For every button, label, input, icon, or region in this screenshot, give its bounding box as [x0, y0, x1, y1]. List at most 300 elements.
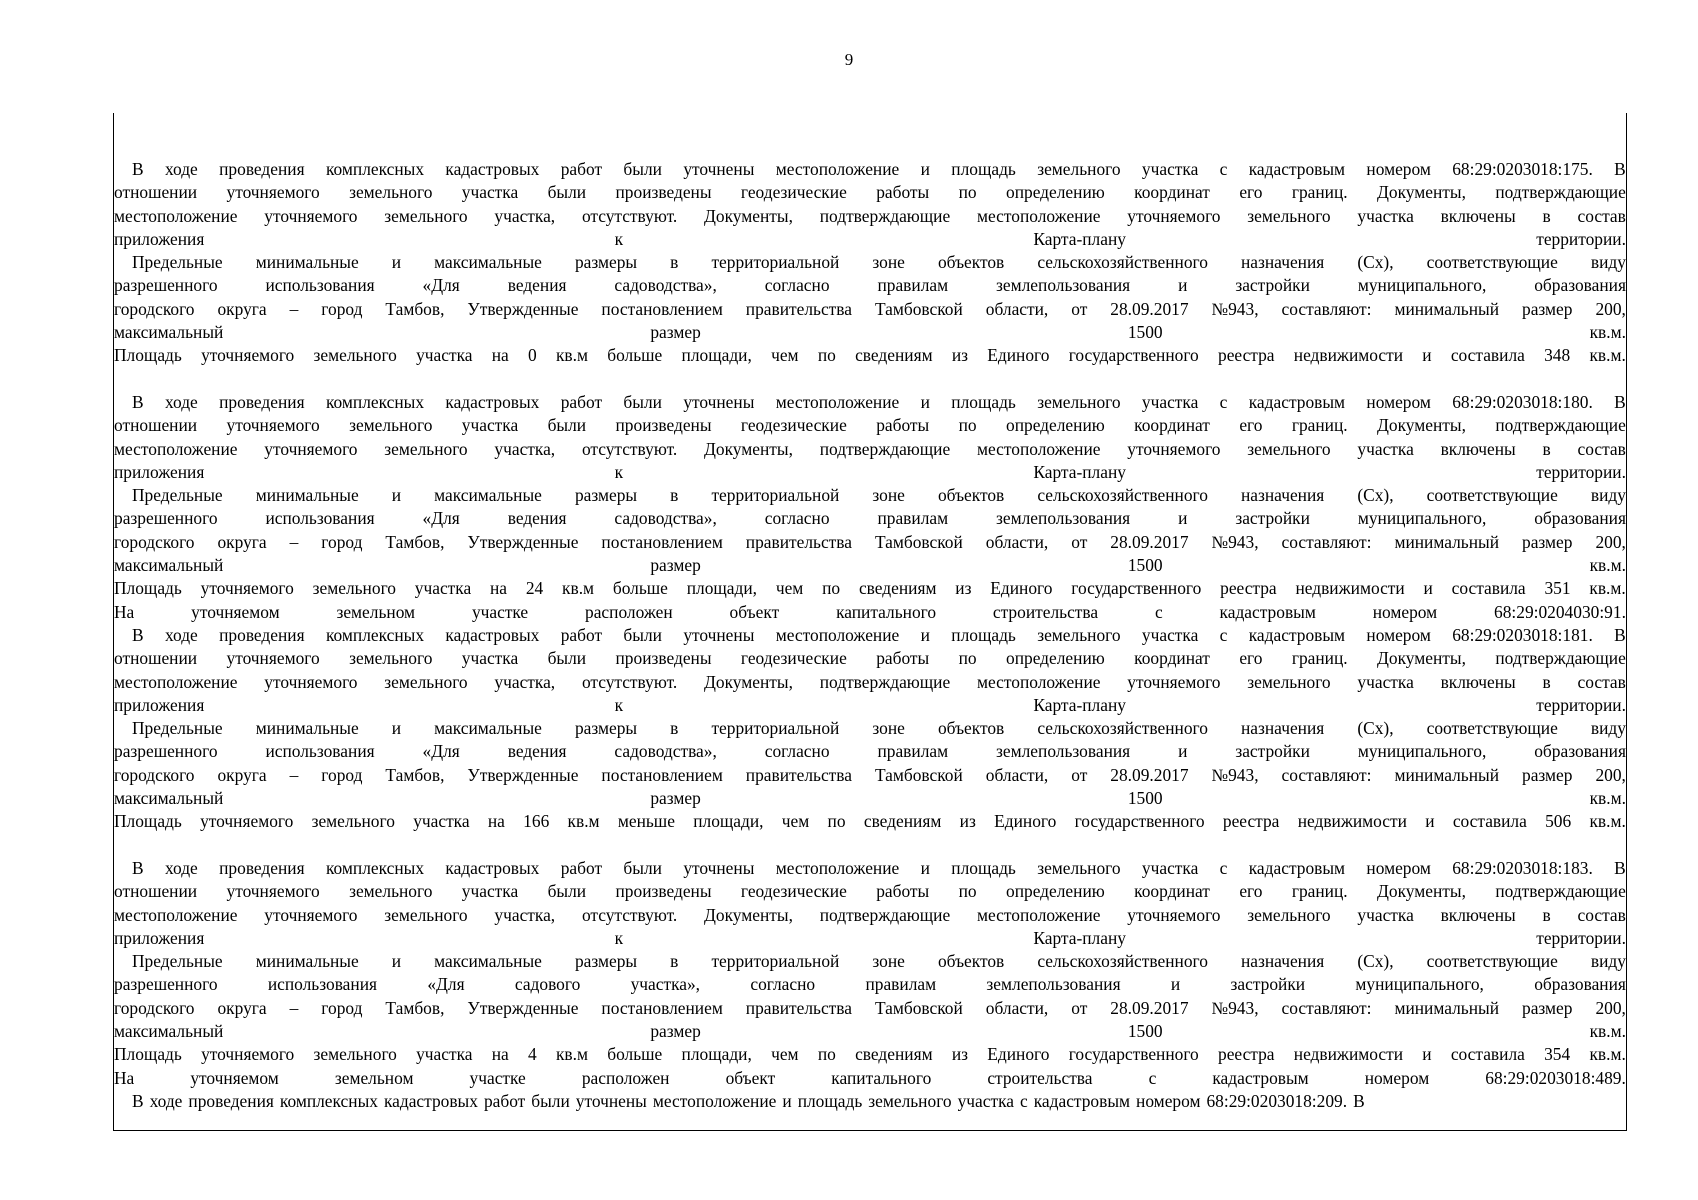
word: с — [1154, 601, 1163, 622]
word: расположен — [581, 1067, 670, 1088]
word: в — [1542, 671, 1551, 692]
word: 1500 — [1127, 788, 1163, 809]
word: номером — [1366, 391, 1431, 412]
word: ходе — [164, 391, 198, 412]
word: На — [114, 601, 135, 622]
word: правилам — [877, 275, 949, 296]
word: садоводства», — [614, 508, 717, 529]
word: в — [1542, 438, 1551, 459]
word: максимальные — [434, 485, 542, 506]
word: земельного — [349, 881, 433, 902]
word: Площадь — [114, 811, 182, 832]
word: №943, — [1211, 764, 1259, 785]
word: недвижимости — [1297, 811, 1407, 832]
word: образования — [1534, 741, 1626, 762]
word: определению — [1006, 415, 1105, 436]
text-line — [114, 414, 1626, 437]
word: правилам — [865, 974, 937, 995]
word: работы — [876, 881, 930, 902]
word: подтверждающие — [1495, 648, 1626, 669]
word: области, — [985, 531, 1049, 552]
word: размер — [1522, 997, 1573, 1018]
word: земельного — [1247, 904, 1331, 925]
word: Тамбовской — [874, 764, 963, 785]
word: государственного — [1068, 345, 1199, 366]
word: размеры — [574, 485, 638, 506]
text-line — [114, 438, 1626, 461]
text-line — [114, 1020, 1626, 1043]
text-line — [114, 205, 1626, 228]
word: кв.м. — [1589, 555, 1626, 576]
text-line — [114, 344, 1626, 367]
word: городского — [114, 764, 195, 785]
word: постановлением — [601, 997, 723, 1018]
word: уточнены — [575, 1090, 647, 1111]
word: земельного — [313, 1044, 397, 1065]
word: его — [1239, 881, 1263, 902]
word: от — [1071, 764, 1088, 785]
word: территориальной — [711, 951, 840, 972]
word: кв.м — [555, 1044, 588, 1065]
word: границ. — [1291, 415, 1348, 436]
word: муниципального, — [1357, 275, 1487, 296]
word: правительства — [745, 997, 852, 1018]
word: участка — [1141, 624, 1199, 645]
word: составляют: — [1281, 531, 1372, 552]
word: 68:29:0204030:91. — [1494, 601, 1626, 622]
word: согласно — [764, 741, 830, 762]
word: назначения — [1240, 718, 1325, 739]
text-line — [114, 1067, 1626, 1090]
paragraph-spacer — [114, 834, 1626, 857]
word: местоположение — [775, 857, 900, 878]
word: 200, — [1595, 764, 1626, 785]
word: использования — [267, 974, 378, 995]
word: разрешенного — [114, 508, 218, 529]
text-line — [114, 810, 1626, 833]
word: кадастровым — [1248, 159, 1346, 179]
word: участка — [1141, 159, 1199, 179]
word: из — [959, 811, 976, 832]
word: комплексных — [279, 1090, 378, 1111]
text-line — [114, 671, 1626, 694]
word: в — [670, 485, 679, 506]
word: номером — [1366, 857, 1431, 878]
word: минимальные — [255, 485, 359, 506]
word: «Для — [422, 275, 460, 296]
text-line — [114, 577, 1626, 600]
word: комплексных — [325, 159, 425, 179]
word: участка — [1357, 205, 1414, 226]
word: Документы, — [1377, 881, 1466, 902]
word: (Сх), — [1357, 252, 1394, 273]
word: участка — [1141, 391, 1199, 412]
word: уточнены — [683, 391, 755, 412]
word: муниципального, — [1357, 741, 1487, 762]
word: размер — [1522, 298, 1573, 319]
text-line — [114, 787, 1626, 810]
word: размеры — [574, 951, 638, 972]
word: правилам — [877, 741, 949, 762]
text-line — [114, 880, 1626, 903]
word: Карта-плану — [1033, 927, 1126, 948]
word: 68:29:0203018:175. — [1452, 159, 1593, 179]
word: местоположение — [775, 391, 900, 412]
word: площадь — [951, 624, 1016, 645]
word: Тамбов, — [385, 764, 445, 785]
word: садоводства», — [614, 275, 717, 296]
word: округа — [217, 298, 267, 319]
word: были — [623, 624, 662, 645]
word: местоположение — [977, 438, 1101, 459]
word: 1500 — [1127, 1020, 1163, 1041]
word: реестра — [1222, 811, 1280, 832]
word: соответствующие — [1426, 485, 1558, 506]
word: состав — [1577, 438, 1626, 459]
text-block — [114, 391, 1626, 834]
word: кадастровых — [383, 1090, 478, 1111]
word: согласно — [750, 974, 816, 995]
word: участка — [461, 415, 519, 436]
word: геодезические — [740, 881, 847, 902]
word: Карта-плану — [1033, 461, 1126, 482]
word: землепользования — [996, 275, 1131, 296]
word: уточняемого — [226, 881, 320, 902]
word: землепользования — [986, 974, 1121, 995]
word: Тамбовской — [874, 997, 963, 1018]
word: работ — [560, 624, 603, 645]
word: 68:29:0203018:209. — [1206, 1090, 1348, 1111]
word: на — [491, 1044, 509, 1065]
word: с — [1219, 159, 1228, 179]
word: «Для — [427, 974, 465, 995]
word: больше — [607, 345, 663, 366]
word: земельного — [349, 415, 433, 436]
word: уточняемого — [264, 438, 358, 459]
word: сведениям — [858, 578, 937, 599]
word: Документы, — [704, 205, 793, 226]
word: кв.м — [555, 345, 588, 366]
word: в — [1542, 205, 1551, 226]
word: произведены — [615, 648, 712, 669]
word: комплексных — [325, 624, 425, 645]
word: Документы, — [1377, 648, 1466, 669]
word: земельного — [384, 205, 468, 226]
word: Тамбов, — [385, 531, 445, 552]
word: недвижимости — [1295, 578, 1405, 599]
word: чем — [771, 345, 799, 366]
word: минимальный — [1394, 764, 1500, 785]
word: площади, — [681, 345, 752, 366]
word: номером — [1366, 624, 1431, 645]
word: из — [955, 578, 972, 599]
word: территориальной — [711, 718, 840, 739]
word: объектов — [937, 485, 1005, 506]
word: виду — [1590, 252, 1626, 273]
word: местоположение — [775, 624, 900, 645]
word: минимальные — [255, 718, 359, 739]
word: кадастровым — [1248, 391, 1346, 412]
word: чем — [775, 578, 804, 599]
word: землепользования — [996, 508, 1131, 529]
word: состав — [1577, 205, 1626, 226]
word: подтверждающие — [819, 205, 951, 226]
word: включены — [1440, 904, 1516, 925]
word: и — [1178, 275, 1188, 296]
word: минимальный — [1394, 298, 1500, 319]
word: включены — [1440, 205, 1516, 226]
text-line — [114, 717, 1626, 740]
word: разрешенного — [114, 974, 218, 995]
word: зоне — [872, 485, 905, 506]
word: из — [951, 1044, 969, 1065]
word: работ — [560, 391, 603, 412]
word: земельного — [312, 578, 396, 599]
word: земельного — [349, 182, 433, 203]
word: участка», — [630, 974, 701, 995]
word: территории. — [1536, 694, 1626, 715]
word: номером — [1372, 601, 1438, 622]
word: уточняемого — [200, 578, 294, 599]
text-line — [114, 857, 1626, 880]
word: площадь — [797, 1090, 863, 1111]
word: работы — [876, 415, 930, 436]
word: зоне — [872, 252, 905, 273]
word: земельного — [384, 904, 468, 925]
word: застройки — [1230, 974, 1306, 995]
word: разрешенного — [114, 275, 218, 296]
word: 68:29:0203018:183. — [1452, 857, 1593, 878]
word: территориальной — [711, 252, 840, 273]
word: составляют: — [1281, 997, 1372, 1018]
word: объект — [729, 601, 780, 622]
text-line — [114, 647, 1626, 670]
text-line — [114, 181, 1626, 204]
word: правительства — [745, 298, 852, 319]
word: по — [958, 182, 977, 203]
word: на — [487, 811, 505, 832]
word: Документы, — [1377, 182, 1466, 203]
word: 200, — [1595, 997, 1626, 1018]
word: кв.м — [562, 578, 595, 599]
word: застройки — [1235, 275, 1310, 296]
word: – — [289, 764, 299, 785]
word: городского — [114, 298, 195, 319]
word: 506 — [1545, 811, 1572, 832]
word: участка, — [494, 904, 556, 925]
word: минимальные — [255, 951, 359, 972]
word: ведения — [507, 741, 567, 762]
word: геодезические — [740, 182, 847, 203]
word: Предельные — [132, 718, 223, 739]
word: Единого — [990, 578, 1053, 599]
word: постановлением — [601, 764, 723, 785]
word: участка — [1357, 438, 1414, 459]
word: сельскохозяйственного — [1037, 718, 1208, 739]
word: размер — [1522, 764, 1573, 785]
word: Утвержденные — [467, 531, 579, 552]
word: минимальный — [1394, 531, 1500, 552]
text-line — [114, 274, 1626, 297]
document-frame — [113, 113, 1627, 1131]
word: садоводства», — [614, 741, 717, 762]
text-line — [114, 694, 1626, 717]
word: кв.м. — [1589, 788, 1626, 809]
word: больше — [607, 1044, 663, 1065]
word: сведениям — [855, 345, 933, 366]
word: недвижимости — [1293, 1044, 1404, 1065]
word: земельного — [1037, 159, 1121, 179]
word: и — [391, 951, 402, 972]
word: виду — [1590, 485, 1626, 506]
word: и — [782, 1090, 792, 1111]
word: границ. — [1291, 648, 1348, 669]
word: составила — [1452, 811, 1527, 832]
word: согласно — [764, 275, 830, 296]
word: номером — [1136, 1090, 1201, 1111]
word: подтверждающие — [1495, 415, 1626, 436]
word: – — [289, 997, 299, 1018]
word: границ. — [1291, 182, 1348, 203]
word: местоположение — [977, 671, 1101, 692]
word: участка — [413, 811, 470, 832]
word: округа — [217, 997, 267, 1018]
word: уточняемого — [264, 904, 358, 925]
word: Документы, — [1377, 415, 1466, 436]
paragraph-spacer — [114, 368, 1626, 391]
word: с — [1019, 1090, 1028, 1111]
word: Карта-плану — [1033, 228, 1126, 249]
word: участка — [1357, 671, 1414, 692]
word: В — [1353, 1090, 1365, 1111]
word: с — [1219, 624, 1228, 645]
word: государственного — [1071, 578, 1202, 599]
word: произведены — [615, 415, 712, 436]
word: Единого — [987, 345, 1050, 366]
word: кв.м — [567, 811, 600, 832]
word: назначения — [1240, 252, 1325, 273]
word: кв.м. — [1589, 578, 1626, 599]
text-line — [114, 321, 1626, 344]
word: к — [614, 927, 624, 948]
word: его — [1239, 648, 1263, 669]
word: по — [958, 648, 977, 669]
word: участка — [1357, 904, 1414, 925]
word: и — [920, 857, 930, 878]
word: включены — [1440, 438, 1516, 459]
word: Предельные — [132, 951, 223, 972]
word: проведения — [219, 624, 305, 645]
word: по — [822, 578, 841, 599]
word: работ — [560, 159, 603, 179]
word: ведения — [507, 275, 567, 296]
word: и — [920, 391, 930, 412]
word: правительства — [745, 531, 852, 552]
word: размер — [650, 322, 701, 343]
word: В — [132, 1090, 144, 1111]
word: определению — [1006, 881, 1105, 902]
word: В — [132, 624, 144, 645]
word: уточняемого — [201, 345, 295, 366]
word: составляют: — [1281, 764, 1372, 785]
word: площадь — [951, 159, 1016, 179]
text-line — [114, 601, 1626, 624]
text-line — [114, 298, 1626, 321]
word: максимальный — [114, 322, 224, 343]
word: соответствующие — [1426, 252, 1558, 273]
word: использования — [265, 508, 375, 529]
word: округа — [217, 764, 267, 785]
word: участка — [957, 1090, 1014, 1111]
word: строительства — [992, 601, 1099, 622]
word: работы — [876, 648, 930, 669]
word: строительства — [987, 1067, 1093, 1088]
text-line — [114, 624, 1626, 647]
word: работ — [483, 1090, 526, 1111]
word: были — [547, 881, 587, 902]
word: ведения — [507, 508, 567, 529]
word: номером — [1364, 1067, 1430, 1088]
word: город — [321, 298, 363, 319]
word: размер — [1522, 531, 1573, 552]
word: отношении — [114, 182, 198, 203]
word: приложения — [114, 694, 205, 715]
word: местоположение — [114, 904, 238, 925]
word: В — [1614, 857, 1626, 878]
word: город — [321, 997, 363, 1018]
word: назначения — [1240, 485, 1325, 506]
word: и — [1423, 578, 1433, 599]
word: с — [1219, 857, 1228, 878]
word: Карта-плану — [1033, 694, 1126, 715]
word: площади, — [686, 578, 758, 599]
word: включены — [1440, 671, 1516, 692]
word: по — [817, 1044, 836, 1065]
word: постановлением — [601, 298, 723, 319]
word: к — [614, 461, 624, 482]
word: Тамбовской — [874, 298, 963, 319]
word: подтверждающие — [1495, 182, 1626, 203]
word: застройки — [1235, 508, 1310, 529]
word: участке — [469, 1067, 526, 1088]
word: Тамбов, — [385, 997, 445, 1018]
word: участка, — [494, 205, 556, 226]
word: от — [1071, 997, 1088, 1018]
word: недвижимости — [1293, 345, 1404, 366]
word: максимальный — [114, 788, 224, 809]
word: уточняемого — [226, 182, 320, 203]
word: состав — [1577, 904, 1626, 925]
word: сведениям — [863, 811, 942, 832]
word: в — [670, 718, 679, 739]
word: приложения — [114, 461, 205, 482]
word: границ. — [1291, 881, 1348, 902]
text-line — [114, 950, 1626, 973]
word: территориальной — [711, 485, 840, 506]
word: земельного — [868, 1090, 952, 1111]
word: с — [1219, 391, 1228, 412]
word: правительства — [745, 764, 852, 785]
word: минимальные — [255, 252, 359, 273]
word: составляют: — [1281, 298, 1372, 319]
word: муниципального, — [1357, 508, 1487, 529]
document-body — [114, 158, 1626, 1113]
word: образования — [1534, 508, 1626, 529]
text-line — [114, 554, 1626, 577]
word: «Для — [422, 508, 460, 529]
word: Документы, — [704, 904, 793, 925]
word: области, — [985, 764, 1049, 785]
